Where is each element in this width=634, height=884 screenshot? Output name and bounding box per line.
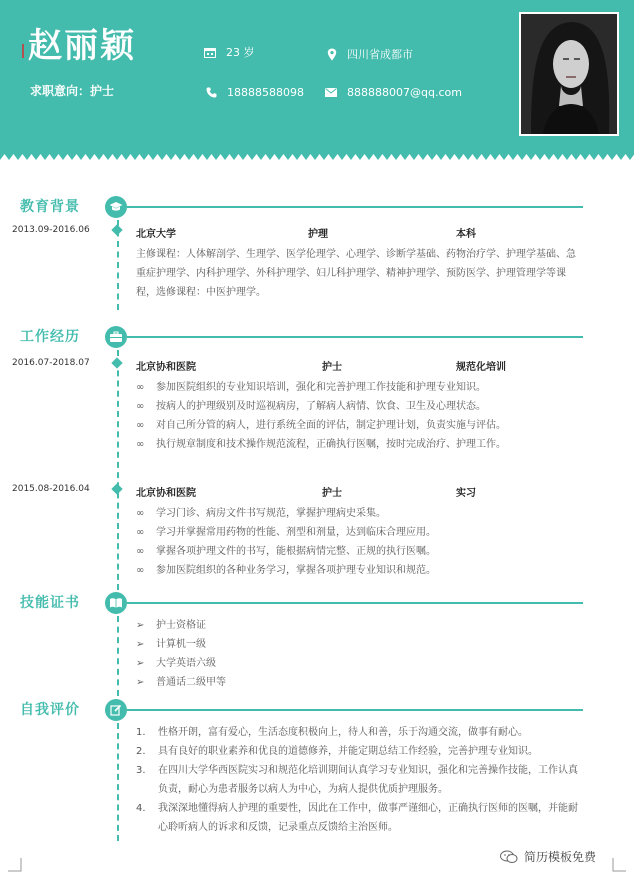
link-icon: ∞ [136,439,145,450]
work-timeline [117,350,119,590]
page-corner-mark [8,858,22,872]
chevron-right-icon: ➢ [136,620,145,631]
major: 护理 [308,229,328,240]
envelope-icon [325,88,337,97]
list-item: ➢ 计算机一级 [136,635,206,654]
link-icon: ∞ [136,401,145,412]
watermark-text: 简历模板免费 [524,850,597,864]
timeline-marker [111,483,122,494]
location-text: 四川省成都市 [347,48,413,61]
timeline-marker [111,224,122,235]
skills-section-title: 技能证书 [20,595,80,611]
age-text: 23 岁 [226,46,255,59]
self-eval-section-title: 自我评价 [20,702,80,718]
job2-type: 实习 [456,488,476,499]
education-courses: 主修课程：人体解剖学、生理学、医学伦理学、心理学、诊断学基础、药物治疗学、护理学基础、急重症护理学、内科护理学、外科护理学、妇儿科护理学、精神护理学、预防医学、护理管理学等课程，选修课程：中医护理学。 [136,249,576,298]
self-eval-timeline [117,723,119,841]
candidate-name: 赵丽颖 [28,26,136,66]
phone-icon [206,87,217,98]
list-item: ∞ 学习并掌握常用药物的性能、剂型和剂量，达到临床合理应用。 [136,523,436,542]
self-eval-divider [127,709,583,711]
education-divider [127,206,583,208]
graduation-cap-icon [105,196,127,218]
job2-date: 2015.08-2016.04 [12,484,90,494]
chevron-right-icon: ➢ [136,639,145,650]
link-icon: ∞ [136,420,145,431]
list-item: ∞ 参加医院组织的各种业务学习，掌握各项护理专业知识和规范。 [136,561,436,580]
chevron-right-icon: ➢ [136,658,145,669]
list-item: ∞ 学习门诊、病房文件书写规范，掌握护理病史采集。 [136,504,386,523]
education-section-title: 教育背景 [20,199,80,215]
degree: 本科 [456,229,476,240]
job-intent: 求职意向：护士 [30,84,115,98]
link-icon: ∞ [136,527,145,538]
edit-icon [105,699,127,721]
list-item: ➢ 护士资格证 [136,616,206,635]
list-item: ∞ 按病人的护理级别及时巡视病房，了解病人病情、饮食、卫生及心理状态。 [136,397,486,416]
header-zigzag-edge [0,154,634,160]
link-icon: ∞ [136,546,145,557]
link-icon: ∞ [136,508,145,519]
job2-org: 北京协和医院 [136,488,196,499]
timeline-marker [111,357,122,368]
text-cursor [22,44,24,58]
list-item: ∞ 对自己所分管的病人，进行系统全面的评估，制定护理计划，负责实施与评估。 [136,416,506,435]
education-date: 2013.09-2016.06 [12,225,90,235]
book-icon [105,592,127,614]
email-text: 888888007@qq.com [347,86,462,99]
link-icon: ∞ [136,382,145,393]
list-item: ∞ 掌握各项护理文件的书写，能根据病情完整、正规的执行医嘱。 [136,542,436,561]
briefcase-icon [105,326,127,348]
email-info [325,86,462,99]
job1-date: 2016.07-2018.07 [12,358,90,368]
age-info [204,44,255,60]
wechat-icon [500,850,518,864]
profile-photo [519,12,619,136]
work-divider [127,336,583,338]
location-info [327,46,413,62]
job2-role: 护士 [322,488,342,499]
list-item: ➢ 普通话二级甲等 [136,673,226,692]
phone-text: 18888588098 [227,86,304,99]
calendar-icon [204,47,216,58]
job1-role: 护士 [322,362,342,373]
work-section-title: 工作经历 [20,329,80,345]
job1-type: 规范化培训 [456,362,506,373]
location-pin-icon [327,48,337,61]
skills-timeline [117,616,119,696]
page-corner-mark [612,858,626,872]
header-banner [0,0,634,160]
job1-org: 北京协和医院 [136,362,196,373]
watermark [500,848,596,865]
link-icon: ∞ [136,565,145,576]
list-item: ➢ 大学英语六级 [136,654,216,673]
list-item: ∞ 执行规章制度和技术操作规范流程，正确执行医嘱，按时完成治疗、护理工作。 [136,435,506,454]
chevron-right-icon: ➢ [136,677,145,688]
list-item: ∞ 参加医院组织的专业知识培训，强化和完善护理工作技能和护理专业知识。 [136,378,486,397]
school-name: 北京大学 [136,229,176,240]
skills-divider [127,602,583,604]
phone-info [206,86,304,99]
